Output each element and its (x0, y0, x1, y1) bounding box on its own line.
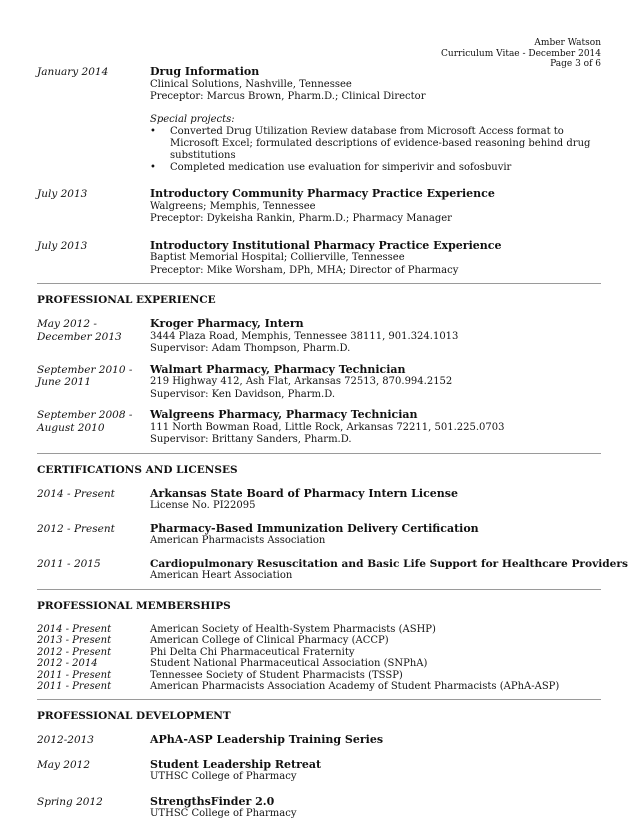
entry-date-start: September 2008 - (37, 409, 133, 421)
entry-title: Student Leadership Retreat (150, 757, 322, 771)
entry-date: 2012-2013 (37, 734, 94, 747)
entry-line: UTHSC College of Pharmacy (150, 771, 297, 783)
entry-date: 2012 - 2014 (37, 658, 98, 670)
certification-entry (37, 557, 628, 583)
membership-name: Student National Pharmaceutical Association (SNPhA) (150, 658, 428, 670)
cv-content (37, 65, 628, 821)
entry-date: 2014 - Present (37, 623, 112, 635)
section-divider (37, 589, 601, 590)
entry-line: Baptist Memorial Hospital; Collierville, Tennessee (150, 252, 405, 263)
entry-title: Introductory Community Pharmacy Practice Experience (150, 187, 495, 200)
entry-date: 2012 - Present (37, 522, 115, 535)
membership-name: American College of Clinical Pharmacy (ACCP) (150, 635, 389, 647)
list-item: • Completed medication use evaluation for simperivir and sofosbuvir (150, 162, 512, 173)
header-page-number: Page 3 of 6 (550, 59, 601, 69)
page-header (441, 38, 601, 70)
section-heading-memberships: PROFESSIONAL MEMBERSHIPS (37, 599, 231, 612)
entry-date-start: September 2010 - (37, 363, 133, 376)
membership-row (37, 635, 601, 647)
entry-line: 3444 Plaza Road, Memphis, Tennessee 38111, 901.324.1013 (150, 330, 459, 342)
entry-line: Supervisor: Adam Thompson, Pharm.D. (150, 343, 351, 354)
list-item: • Converted Drug Utilization Review database from Microsoft Access format to Microsoft Excel; formulated descriptions of evidence-based reasoning behind drug substitutions (150, 126, 591, 161)
entry-line: Preceptor: Dykeisha Rankin, Pharm.D.; Pharmacy Manager (150, 213, 452, 224)
entry-date-end: June 2011 (37, 376, 92, 388)
development-entry (37, 759, 601, 784)
entry-title: Pharmacy-Based Immunization Delivery Certification (150, 521, 479, 535)
certification-entry (37, 523, 601, 548)
entry-line: License No. PI22095 (150, 500, 256, 511)
entry-line: Supervisor: Ken Davidson, Pharm.D. (150, 388, 336, 400)
bullet-icon: • (150, 126, 156, 137)
entry-title: Arkansas State Board of Pharmacy Intern License (150, 486, 458, 500)
bullet-icon: • (150, 162, 156, 173)
rotation-entry (37, 188, 601, 226)
membership-row (37, 670, 601, 682)
membership-name: Phi Delta Chi Pharmaceutical Fraternity (150, 646, 355, 658)
development-entry (37, 796, 601, 821)
entry-date: 2012 - Present (37, 646, 112, 658)
entry-line: Preceptor: Mike Worsham, DPh, MHA; Director of Pharmacy (150, 264, 459, 276)
membership-name: American Society of Health-System Pharmacists (ASHP) (150, 623, 436, 635)
entry-title: Cardiopulmonary Resuscitation and Basic Life Support for Healthcare Providers (150, 557, 628, 570)
entry-line: American Pharmacists Association (150, 535, 326, 546)
entry-line: Walgreens; Memphis, Tennessee (150, 200, 316, 212)
entry-date-end: December 2013 (37, 330, 122, 343)
entry-date: July 2013 (37, 239, 88, 252)
entry-title: Walmart Pharmacy, Pharmacy Technician (150, 362, 406, 376)
certification-entry (37, 488, 601, 513)
entry-title: APhA-ASP Leadership Training Series (150, 733, 384, 747)
entry-date: May 2012 (37, 758, 91, 771)
entry-line: Clinical Solutions, Nashville, Tennessee (150, 78, 352, 90)
section-divider (37, 699, 601, 700)
section-divider (37, 453, 601, 454)
entry-line: American Heart Association (150, 570, 293, 581)
section-heading-development: PROFESSIONAL DEVELOPMENT (37, 710, 231, 723)
membership-name: American Pharmacists Association Academy of Student Pharmacists (APhA-ASP) (150, 681, 560, 693)
rotation-entry (37, 240, 601, 278)
membership-row (37, 624, 601, 636)
entry-line: 219 Highway 412, Ash Flat, Arkansas 72513, 870.994.2152 (150, 376, 453, 387)
entry-title: Kroger Pharmacy, Intern (150, 317, 304, 330)
experience-entry (37, 364, 601, 402)
entry-date: 2011 - Present (37, 669, 112, 681)
special-projects-label: Special projects: (150, 113, 235, 125)
rotation-entry (37, 66, 601, 174)
entry-date: 2014 - Present (37, 487, 115, 500)
entry-date: 2013 - Present (37, 635, 112, 647)
development-entry (37, 734, 601, 747)
entry-date-start: May 2012 - (37, 318, 97, 330)
section-heading-experience: PROFESSIONAL EXPERIENCE (37, 294, 216, 306)
header-doc-title: Curriculum Vitae - December 2014 (441, 48, 601, 59)
entry-date: Spring 2012 (37, 795, 103, 808)
entry-title: Drug Information (150, 65, 260, 78)
entry-date: July 2013 (37, 188, 88, 200)
section-heading-certifications: CERTIFICATIONS AND LICENSES (37, 463, 238, 476)
special-projects-list (150, 126, 601, 174)
entry-title: Walgreens Pharmacy, Pharmacy Technician (150, 408, 418, 421)
membership-row (37, 658, 601, 670)
experience-entry (37, 409, 601, 447)
membership-row (37, 681, 601, 693)
entry-title: Introductory Institutional Pharmacy Practice Experience (150, 238, 502, 252)
entry-line: Preceptor: Marcus Brown, Pharm.D.; Clinical Director (150, 91, 426, 102)
entry-line: 111 North Bowman Road, Little Rock, Arkansas 72211, 501.225.0703 (150, 421, 505, 433)
section-divider (37, 283, 601, 284)
entry-date: January 2014 (37, 66, 109, 78)
entry-line: Supervisor: Brittany Sanders, Pharm.D. (150, 434, 352, 445)
header-name: Amber Watson (534, 38, 601, 48)
entry-date-end: August 2010 (37, 421, 105, 434)
experience-entry (37, 318, 601, 356)
entry-title: StrengthsFinder 2.0 (150, 794, 275, 808)
entry-date: 2011 - 2015 (37, 557, 101, 570)
entry-line: UTHSC College of Pharmacy (150, 808, 297, 820)
entry-date: 2011 - Present (37, 681, 112, 693)
membership-name: Tennessee Society of Student Pharmacists (TSSP) (150, 669, 403, 681)
membership-row (37, 647, 601, 659)
